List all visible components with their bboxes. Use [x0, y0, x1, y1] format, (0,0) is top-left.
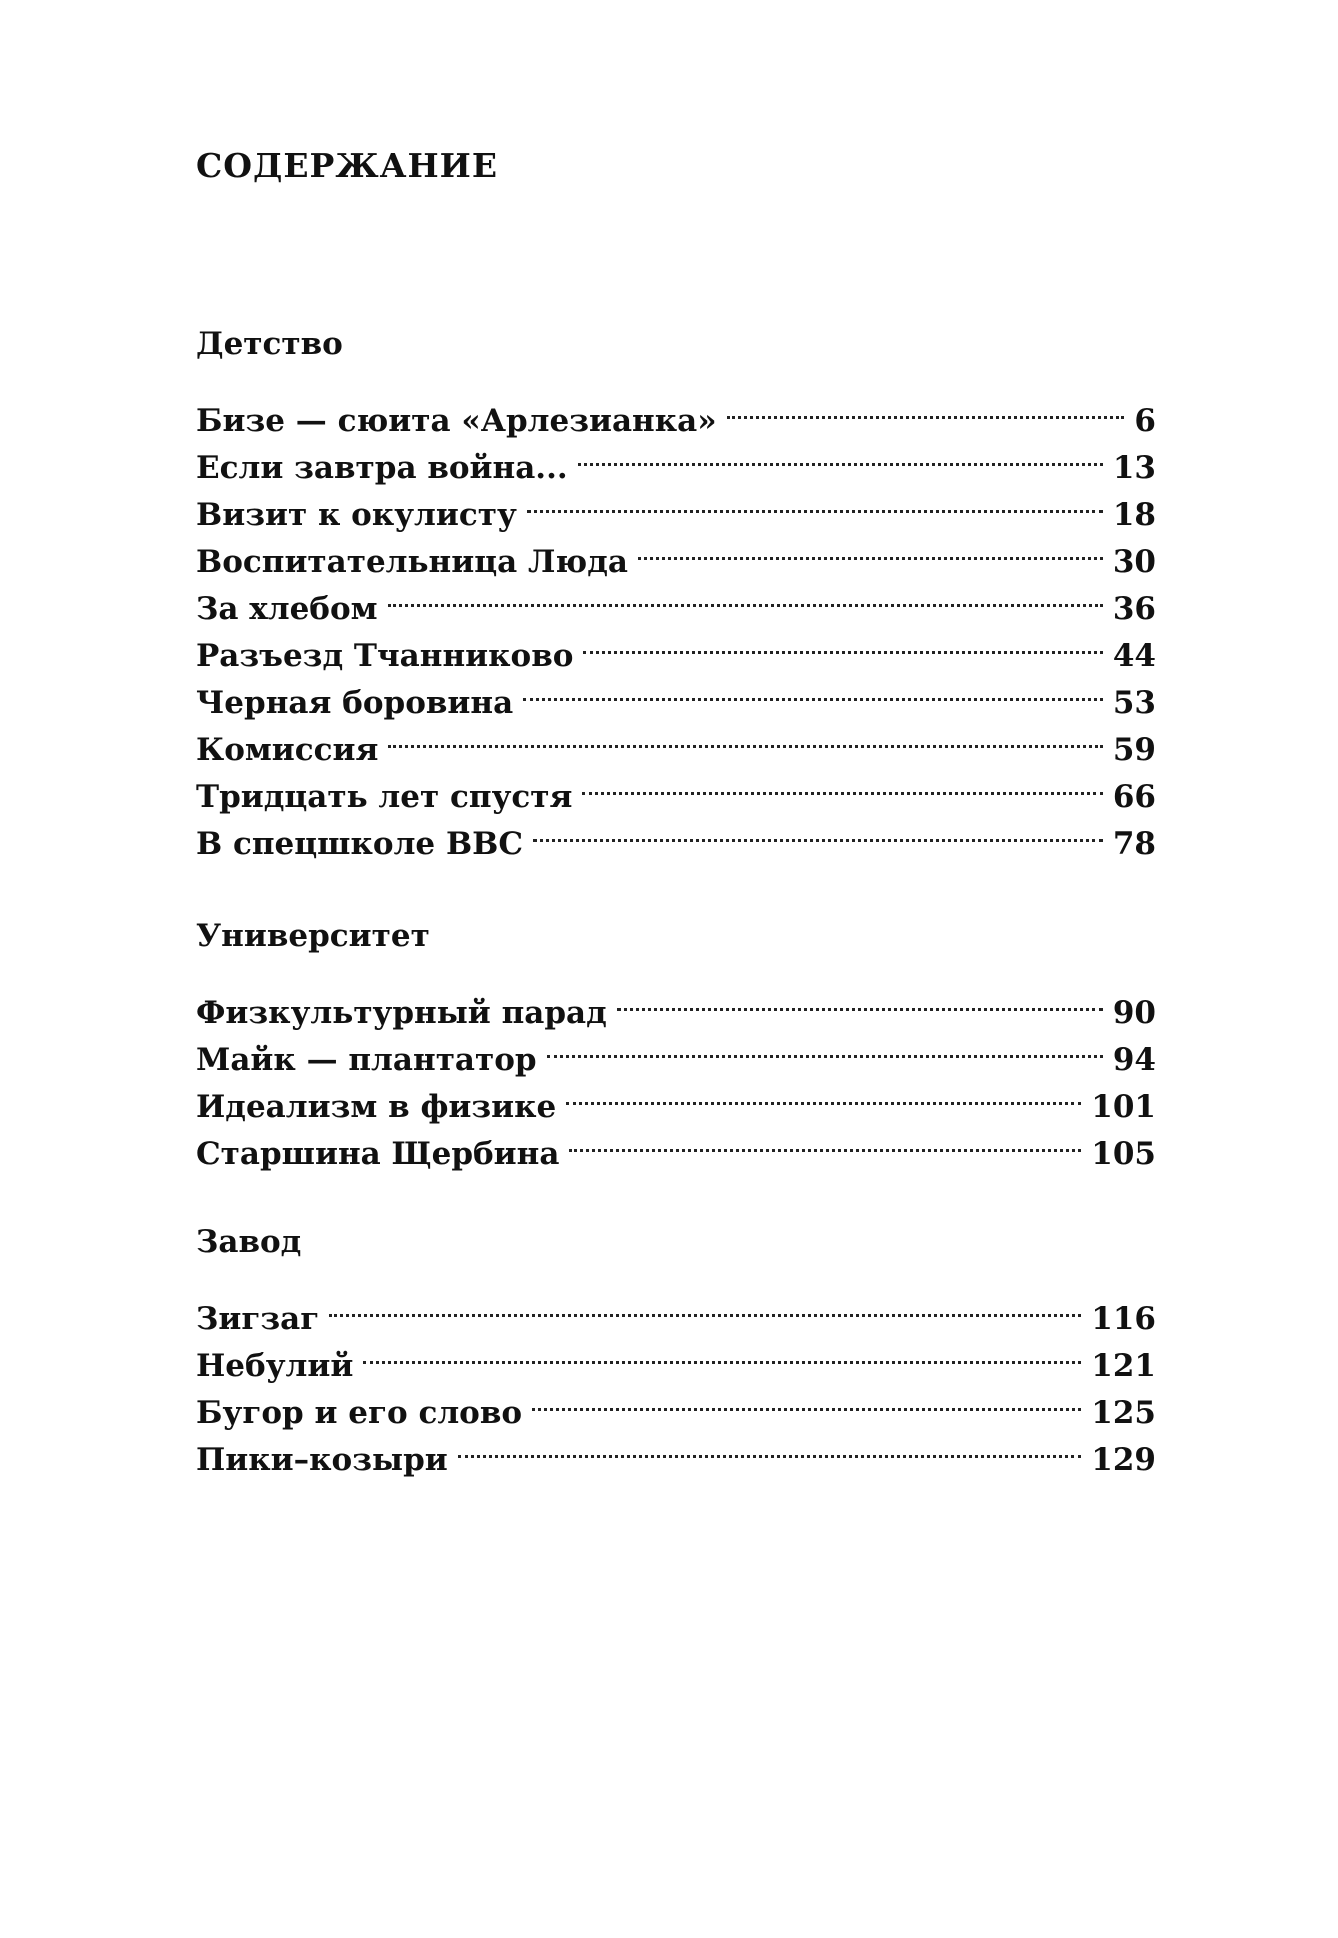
dot-leader — [582, 760, 1102, 807]
toc-entry-title: За хлебом — [196, 591, 378, 627]
toc-entry-title: Физкультурный парад — [196, 995, 607, 1031]
toc-entry-title: Разъезд Тчанниково — [196, 638, 574, 674]
dot-leader — [523, 666, 1103, 713]
toc-entry-title: Визит к окулисту — [196, 497, 517, 533]
dot-leader — [583, 619, 1102, 666]
dot-leader — [329, 1282, 1081, 1329]
toc-entry-page-number: 105 — [1091, 1136, 1156, 1172]
section-heading: Университет — [196, 918, 430, 954]
toc-entry — [196, 976, 1156, 1031]
toc-entry-title: Если завтра война... — [196, 450, 568, 486]
toc-entry-title: В спецшколе ВВС — [196, 826, 524, 862]
toc-entry-title: Идеализм в физике — [196, 1089, 557, 1125]
toc-entry-page-number: 129 — [1091, 1442, 1156, 1478]
dot-leader — [363, 1329, 1081, 1376]
toc-entry-title: Бизе — сюита «Арлезианка» — [196, 403, 717, 439]
dot-leader — [533, 807, 1103, 854]
toc-entry-page-number: 116 — [1091, 1301, 1156, 1337]
dot-leader — [727, 384, 1125, 431]
toc-entry — [196, 1282, 1156, 1337]
toc-entry-page-number: 90 — [1112, 995, 1156, 1031]
toc-entry-page-number: 78 — [1112, 826, 1156, 862]
toc-entry — [196, 1329, 1156, 1384]
toc-entry-title: Черная боровина — [196, 685, 514, 721]
toc-entry-page-number: 101 — [1091, 1089, 1156, 1125]
section-entries — [196, 384, 1156, 862]
dot-leader — [527, 478, 1103, 525]
toc-entry-page-number: 59 — [1112, 732, 1156, 768]
toc-entry-title: Зигзаг — [196, 1301, 320, 1337]
toc-entry-page-number: 44 — [1112, 638, 1156, 674]
toc-entry-page-number: 121 — [1091, 1348, 1156, 1384]
section-heading: Детство — [196, 326, 343, 362]
dot-leader — [617, 976, 1103, 1023]
dot-leader — [566, 1070, 1081, 1117]
dot-leader — [569, 1117, 1081, 1164]
section-heading: Завод — [196, 1224, 302, 1260]
dot-leader — [578, 431, 1103, 478]
dot-leader — [388, 572, 1103, 619]
toc-entry-page-number: 30 — [1112, 544, 1156, 580]
section-childhood — [196, 324, 1156, 862]
section-factory — [196, 1222, 1156, 1478]
toc-entry-page-number: 94 — [1112, 1042, 1156, 1078]
toc-entry-title: Воспитательница Люда — [196, 544, 628, 580]
dot-leader — [458, 1423, 1082, 1470]
toc-entry-page-number: 6 — [1134, 403, 1156, 439]
section-entries — [196, 976, 1156, 1172]
toc-entry-page-number: 13 — [1112, 450, 1156, 486]
toc-entry — [196, 384, 1156, 439]
page-title: СОДЕРЖАНИЕ — [196, 146, 499, 185]
toc-entry-title: Старшина Щербина — [196, 1136, 560, 1172]
toc-entry-title: Майк — плантатор — [196, 1042, 537, 1078]
toc-entry-title: Бугор и его слово — [196, 1395, 523, 1431]
section-university — [196, 916, 1156, 1172]
toc-entry-page-number: 53 — [1112, 685, 1156, 721]
toc-entry-page-number: 36 — [1112, 591, 1156, 627]
section-entries — [196, 1282, 1156, 1478]
toc-entry-title: Тридцать лет спустя — [196, 779, 573, 815]
dot-leader — [547, 1023, 1103, 1070]
toc-entry-title: Комиссия — [196, 732, 379, 768]
toc-entry-page-number: 125 — [1091, 1395, 1156, 1431]
dot-leader — [638, 525, 1103, 572]
dot-leader — [388, 713, 1102, 760]
toc-entry-title: Небулий — [196, 1348, 354, 1384]
dot-leader — [532, 1376, 1081, 1423]
toc-entry-title: Пики–козыри — [196, 1442, 448, 1478]
toc-entry-page-number: 66 — [1112, 779, 1156, 815]
toc-entry-page-number: 18 — [1112, 497, 1156, 533]
